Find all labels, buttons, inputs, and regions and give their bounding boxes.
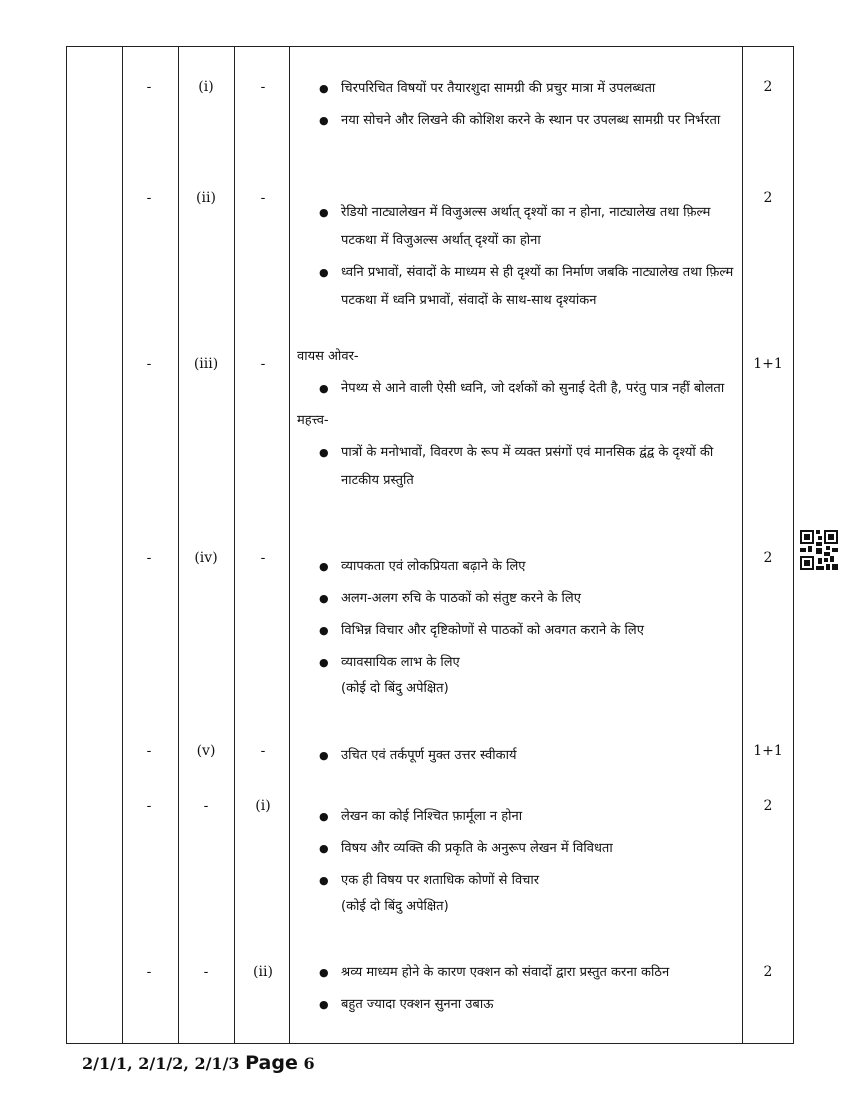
answer-content xyxy=(295,803,741,921)
column-divider xyxy=(234,47,235,1043)
answer-bullet: ● विषय और व्यक्ति की प्रकृति के अनुरूप लेखन में विविधता xyxy=(295,835,741,863)
answer-content xyxy=(295,75,741,139)
answer-bullet: ● चिरपरिचित विषयों पर तैयारशुदा सामग्री की प्रचुर मात्रा में उपलब्धता xyxy=(295,75,741,103)
section-number: - xyxy=(146,743,152,759)
question-number: - xyxy=(203,798,209,814)
answer-content xyxy=(295,199,741,319)
page-number: 6 xyxy=(303,1054,315,1073)
marks-value: 1+1 xyxy=(753,356,783,372)
answer-heading: महत्त्व- xyxy=(297,413,329,428)
answer-bullet: ● व्यावसायिक लाभ के लिए xyxy=(295,649,741,677)
marking-scheme-table xyxy=(66,46,794,1044)
section-number: - xyxy=(146,964,152,980)
answer-bullet: ● एक ही विषय पर शताधिक कोणों से विचार xyxy=(295,867,741,895)
answer-bullet: ● पात्रों के मनोभावों, विवरण के रूप में व्यक्त प्रसंगों एवं मानसिक द्वंद्व के दृश्यों की नाटकीय प्रस्तुति xyxy=(295,439,741,495)
answer-heading: वायस ओवर- xyxy=(297,349,359,364)
question-number: (ii) xyxy=(196,190,216,206)
answer-bullet: ● श्रव्य माध्यम होने के कारण एक्शन को संवादों द्वारा प्रस्तुत करना कठिन xyxy=(295,959,741,987)
sub-question-number: - xyxy=(260,79,266,95)
answer-bullet: ● ध्वनि प्रभावों, संवादों के माध्यम से ही दृश्यों का निर्माण जबकि नाट्यालेख तथा फ़िल्म पटकथा में ध्वनि प्रभावों, संवादों के साथ-साथ दृश्यांकन xyxy=(295,259,741,315)
column-divider xyxy=(122,47,123,1043)
question-number: (v) xyxy=(196,743,216,759)
sub-question-number: (i) xyxy=(255,798,271,814)
page-footer xyxy=(82,1052,315,1074)
answer-content xyxy=(295,343,741,499)
marks-value: 1+1 xyxy=(753,743,783,759)
sub-question-number: - xyxy=(260,190,266,206)
answer-bullet: ● नेपथ्य से आने वाली ऐसी ध्वनि, जो दर्शकों को सुनाई देती है, परंतु पात्र नहीं बोलता xyxy=(295,375,741,403)
section-number: - xyxy=(146,190,152,206)
answer-bullet: ● लेखन का कोई निश्चित फ़ार्मूला न होना xyxy=(295,803,741,831)
sub-question-number: - xyxy=(260,550,266,566)
marks-value: 2 xyxy=(763,964,773,980)
answer-bullet: ● बहुत ज्यादा एक्शन सुनना उबाऊ xyxy=(295,991,741,1019)
marks-value: 2 xyxy=(763,190,773,206)
question-number: - xyxy=(203,964,209,980)
answer-bullet: ● रेडियो नाट्यालेखन में विजुअल्स अर्थात् दृश्यों का न होना, नाट्यालेख तथा फ़िल्म पटकथा में विजुअल्स अर्थात् दृश्यों का होना xyxy=(295,199,741,255)
question-number: (iii) xyxy=(193,356,219,372)
paper-codes: 2/1/1, 2/1/2, 2/1/3 xyxy=(82,1054,240,1073)
answer-bullet: ● नया सोचने और लिखने की कोशिश करने के स्थान पर उपलब्ध सामग्री पर निर्भरता xyxy=(295,107,741,135)
answer-content xyxy=(295,553,741,703)
answer-content xyxy=(295,959,741,1023)
answer-bullet: ● अलग-अलग रुचि के पाठकों को संतुष्ट करने के लिए xyxy=(295,585,741,613)
answer-bullet: ● उचित एवं तर्कपूर्ण मुक्त उत्तर स्वीकार्य xyxy=(295,742,741,770)
answer-note: (कोई दो बिंदु अपेक्षित) xyxy=(341,681,449,696)
question-number: (i) xyxy=(198,79,214,95)
marks-value: 2 xyxy=(763,798,773,814)
page-label: Page xyxy=(245,1052,298,1074)
section-number: - xyxy=(146,356,152,372)
answer-content xyxy=(295,742,741,774)
marks-value: 2 xyxy=(763,550,773,566)
answer-note: (कोई दो बिंदु अपेक्षित) xyxy=(341,899,449,914)
answer-bullet: ● विभिन्न विचार और दृष्टिकोणों से पाठकों को अवगत कराने के लिए xyxy=(295,617,741,645)
marks-value: 2 xyxy=(763,79,773,95)
section-number: - xyxy=(146,79,152,95)
sub-question-number: - xyxy=(260,356,266,372)
sub-question-number: - xyxy=(260,743,266,759)
column-divider xyxy=(289,47,290,1043)
sub-question-number: (ii) xyxy=(253,964,273,980)
qr-code-icon xyxy=(800,530,838,570)
section-number: - xyxy=(146,550,152,566)
answer-bullet: ● व्यापकता एवं लोकप्रियता बढ़ाने के लिए xyxy=(295,553,741,581)
section-number: - xyxy=(146,798,152,814)
column-divider xyxy=(178,47,179,1043)
question-number: (iv) xyxy=(194,550,218,566)
